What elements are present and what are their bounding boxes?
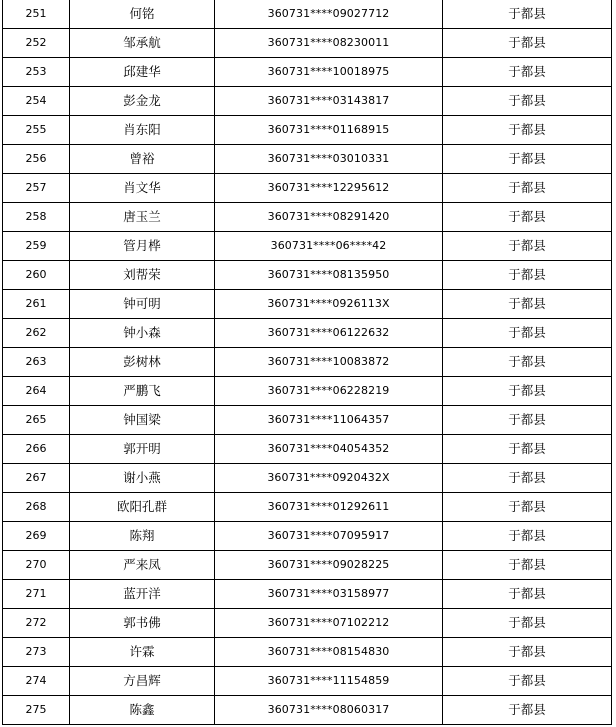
table-row (3, 638, 612, 667)
county-cell: 于都县 (443, 145, 612, 174)
name-cell: 谢小燕 (70, 464, 215, 493)
row-number-cell: 252 (3, 29, 70, 58)
id-number-cell: 360731****11154859 (215, 667, 443, 696)
id-number-cell: 360731****03143817 (215, 87, 443, 116)
row-number-cell: 271 (3, 580, 70, 609)
id-number-cell: 360731****11064357 (215, 406, 443, 435)
name-cell: 蓝开洋 (70, 580, 215, 609)
id-number-cell: 360731****10018975 (215, 58, 443, 87)
county-cell: 于都县 (443, 261, 612, 290)
name-cell: 肖东阳 (70, 116, 215, 145)
county-cell: 于都县 (443, 87, 612, 116)
name-cell: 方昌辉 (70, 667, 215, 696)
row-number-cell: 262 (3, 319, 70, 348)
row-number-cell: 274 (3, 667, 70, 696)
id-number-cell: 360731****08154830 (215, 638, 443, 667)
county-cell: 于都县 (443, 638, 612, 667)
name-cell: 欧阳孔群 (70, 493, 215, 522)
row-number-cell: 257 (3, 174, 70, 203)
name-cell: 严来凤 (70, 551, 215, 580)
id-number-cell: 360731****07102212 (215, 609, 443, 638)
name-cell: 邱建华 (70, 58, 215, 87)
id-number-cell: 360731****08135950 (215, 261, 443, 290)
id-number-cell: 360731****12295612 (215, 174, 443, 203)
row-number-cell: 258 (3, 203, 70, 232)
id-number-cell: 360731****06228219 (215, 377, 443, 406)
row-number-cell: 251 (3, 0, 70, 29)
county-cell: 于都县 (443, 29, 612, 58)
county-cell: 于都县 (443, 58, 612, 87)
row-number-cell: 272 (3, 609, 70, 638)
id-number-cell: 360731****06122632 (215, 319, 443, 348)
table-row (3, 290, 612, 319)
name-cell: 陈鑫 (70, 696, 215, 725)
table-row (3, 116, 612, 145)
county-cell: 于都县 (443, 493, 612, 522)
name-cell: 钟国梁 (70, 406, 215, 435)
county-cell: 于都县 (443, 116, 612, 145)
name-cell: 刘帮荣 (70, 261, 215, 290)
row-number-cell: 261 (3, 290, 70, 319)
name-cell: 郭开明 (70, 435, 215, 464)
county-cell: 于都县 (443, 696, 612, 725)
row-number-cell: 269 (3, 522, 70, 551)
table-row (3, 145, 612, 174)
county-cell: 于都县 (443, 609, 612, 638)
row-number-cell: 268 (3, 493, 70, 522)
name-cell: 严鹏飞 (70, 377, 215, 406)
row-number-cell: 256 (3, 145, 70, 174)
row-number-cell: 267 (3, 464, 70, 493)
county-cell: 于都县 (443, 435, 612, 464)
name-cell: 钟可明 (70, 290, 215, 319)
id-number-cell: 360731****06****42 (215, 232, 443, 261)
row-number-cell: 255 (3, 116, 70, 145)
id-number-cell: 360731****08060317 (215, 696, 443, 725)
row-number-cell: 270 (3, 551, 70, 580)
county-cell: 于都县 (443, 348, 612, 377)
table-row (3, 609, 612, 638)
table-row (3, 0, 612, 29)
row-number-cell: 264 (3, 377, 70, 406)
county-cell: 于都县 (443, 580, 612, 609)
table-row (3, 464, 612, 493)
name-cell: 肖文华 (70, 174, 215, 203)
table-row (3, 348, 612, 377)
row-number-cell: 273 (3, 638, 70, 667)
table-row (3, 435, 612, 464)
name-cell: 彭金龙 (70, 87, 215, 116)
row-number-cell: 253 (3, 58, 70, 87)
row-number-cell: 266 (3, 435, 70, 464)
county-cell: 于都县 (443, 232, 612, 261)
table-row (3, 580, 612, 609)
county-cell: 于都县 (443, 290, 612, 319)
id-number-cell: 360731****08230011 (215, 29, 443, 58)
id-number-cell: 360731****01292611 (215, 493, 443, 522)
table-row (3, 406, 612, 435)
id-number-cell: 360731****03010331 (215, 145, 443, 174)
county-cell: 于都县 (443, 0, 612, 29)
table-row (3, 551, 612, 580)
row-number-cell: 265 (3, 406, 70, 435)
id-number-cell: 360731****01168915 (215, 116, 443, 145)
county-cell: 于都县 (443, 522, 612, 551)
name-cell: 何铭 (70, 0, 215, 29)
county-cell: 于都县 (443, 174, 612, 203)
table-row (3, 493, 612, 522)
roster-table-body (3, 0, 612, 725)
row-number-cell: 263 (3, 348, 70, 377)
table-row (3, 667, 612, 696)
row-number-cell: 260 (3, 261, 70, 290)
table-row (3, 203, 612, 232)
name-cell: 钟小森 (70, 319, 215, 348)
county-cell: 于都县 (443, 464, 612, 493)
county-cell: 于都县 (443, 377, 612, 406)
id-number-cell: 360731****04054352 (215, 435, 443, 464)
table-row (3, 319, 612, 348)
roster-table (2, 0, 612, 725)
table-row (3, 377, 612, 406)
id-number-cell: 360731****08291420 (215, 203, 443, 232)
name-cell: 邹承航 (70, 29, 215, 58)
table-row (3, 58, 612, 87)
county-cell: 于都县 (443, 551, 612, 580)
table-row (3, 696, 612, 725)
name-cell: 彭树林 (70, 348, 215, 377)
table-row (3, 87, 612, 116)
table-row (3, 174, 612, 203)
id-number-cell: 360731****07095917 (215, 522, 443, 551)
row-number-cell: 275 (3, 696, 70, 725)
id-number-cell: 360731****03158977 (215, 580, 443, 609)
id-number-cell: 360731****09028225 (215, 551, 443, 580)
id-number-cell: 360731****09027712 (215, 0, 443, 29)
county-cell: 于都县 (443, 319, 612, 348)
table-row (3, 522, 612, 551)
county-cell: 于都县 (443, 406, 612, 435)
table-row (3, 29, 612, 58)
name-cell: 唐玉兰 (70, 203, 215, 232)
name-cell: 曾裕 (70, 145, 215, 174)
id-number-cell: 360731****0926113X (215, 290, 443, 319)
name-cell: 陈翔 (70, 522, 215, 551)
name-cell: 郭书佛 (70, 609, 215, 638)
county-cell: 于都县 (443, 667, 612, 696)
table-row (3, 232, 612, 261)
row-number-cell: 254 (3, 87, 70, 116)
name-cell: 许霖 (70, 638, 215, 667)
id-number-cell: 360731****0920432X (215, 464, 443, 493)
table-row (3, 261, 612, 290)
id-number-cell: 360731****10083872 (215, 348, 443, 377)
county-cell: 于都县 (443, 203, 612, 232)
name-cell: 管月桦 (70, 232, 215, 261)
row-number-cell: 259 (3, 232, 70, 261)
